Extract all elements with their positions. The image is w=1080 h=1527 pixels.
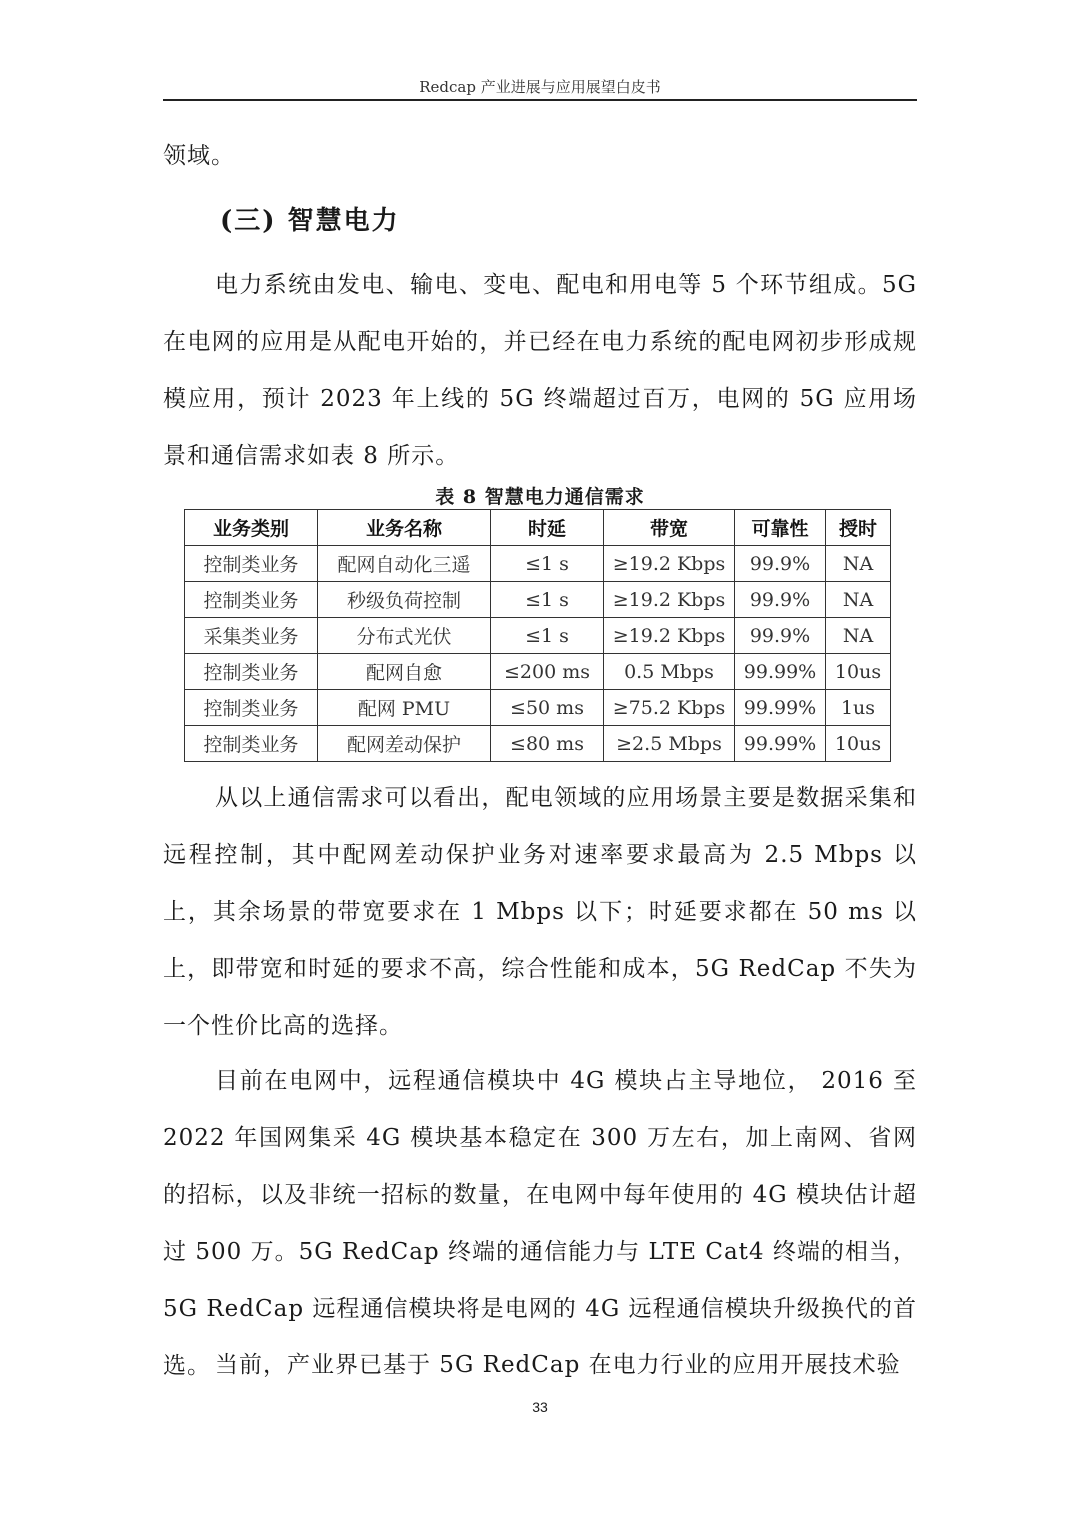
- cell-latency: ≤1 s: [491, 618, 604, 654]
- column-header-bandwidth: 带宽: [604, 510, 735, 546]
- cell-category: 控制类业务: [185, 726, 318, 762]
- cell-service-name: 分布式光伏: [318, 618, 491, 654]
- table-row: [185, 654, 891, 690]
- cell-timing: NA: [826, 582, 891, 618]
- cell-reliability: 99.99%: [735, 690, 826, 726]
- cell-bandwidth: ≥19.2 Kbps: [604, 618, 735, 654]
- paragraph-requirements-analysis: 从以上通信需求可以看出，配电领域的应用场景主要是数据采集和远程控制，其中配网差动保护业务对速率要求最高为 2.5 Mbps 以上，其余场景的带宽要求在 1 Mbps 以下；时延要求都在 50 ms 以上，即带宽和时延的要求不高，综合性能和成本，5G RedCap 不失为一个性价比高的选择。: [163, 785, 917, 1039]
- cell-service-name: 配网自动化三遥: [318, 546, 491, 582]
- cell-service-name: 秒级负荷控制: [318, 582, 491, 618]
- cell-service-name: 配网自愈: [318, 654, 491, 690]
- cell-category: 控制类业务: [185, 654, 318, 690]
- cell-timing: 10us: [826, 654, 891, 690]
- cell-category: 控制类业务: [185, 582, 318, 618]
- cell-bandwidth: 0.5 Mbps: [604, 654, 735, 690]
- cell-timing: NA: [826, 618, 891, 654]
- column-header-timing: 授时: [826, 510, 891, 546]
- column-header-service-name: 业务名称: [318, 510, 491, 546]
- paragraph-intro-tail: 领域。: [163, 143, 235, 169]
- header-divider: [163, 99, 917, 101]
- paragraph-power-system: 电力系统由发电、输电、变电、配电和用电等 5 个环节组成。5G 在电网的应用是从配电开始的，并已经在电力系统的配电网初步形成规模应用，预计 2023 年上线的 5G 终端超过百万，电网的 5G 应用场景和通信需求如表 8 所示。: [163, 272, 917, 469]
- table-row: [185, 726, 891, 762]
- cell-reliability: 99.9%: [735, 582, 826, 618]
- cell-bandwidth: ≥75.2 Kbps: [604, 690, 735, 726]
- requirements-table: [184, 509, 891, 762]
- column-header-reliability: 可靠性: [735, 510, 826, 546]
- cell-service-name: 配网差动保护: [318, 726, 491, 762]
- column-header-category: 业务类别: [185, 510, 318, 546]
- table-caption: 表 8 智慧电力通信需求: [435, 486, 645, 508]
- cell-category: 控制类业务: [185, 690, 318, 726]
- cell-timing: 1us: [826, 690, 891, 726]
- cell-reliability: 99.99%: [735, 654, 826, 690]
- cell-latency: ≤1 s: [491, 546, 604, 582]
- cell-reliability: 99.99%: [735, 726, 826, 762]
- cell-latency: ≤200 ms: [491, 654, 604, 690]
- page-number: 33: [532, 1399, 548, 1415]
- column-header-latency: 时延: [491, 510, 604, 546]
- cell-bandwidth: ≥19.2 Kbps: [604, 546, 735, 582]
- table-row: [185, 546, 891, 582]
- cell-latency: ≤1 s: [491, 582, 604, 618]
- paragraph-4g-modules: 目前在电网中，远程通信模块中 4G 模块占主导地位， 2016 至 2022 年国网集采 4G 模块基本稳定在 300 万左右，加上南网、省网的招标，以及非统一招标的数量，在电网中每年使用的 4G 模块估计超过 500 万。5G RedCap 终端的通信能力与 LTE Cat4 终端的相当，5G RedCap 远程通信模块将是电网的 4G 远程通信模块升级换代的首选。: [163, 1068, 917, 1379]
- paragraph-industry-progress: 当前，产业界已基于 5G RedCap 在电力行业的应用开展技术验: [215, 1352, 901, 1378]
- section-title: (三) 智慧电力: [220, 206, 400, 236]
- table-row: [185, 690, 891, 726]
- table-row: [185, 618, 891, 654]
- table-row: [185, 582, 891, 618]
- cell-timing: NA: [826, 546, 891, 582]
- cell-reliability: 99.9%: [735, 618, 826, 654]
- cell-category: 控制类业务: [185, 546, 318, 582]
- cell-latency: ≤80 ms: [491, 726, 604, 762]
- table-header-row: [185, 510, 891, 546]
- running-header: Redcap 产业进展与应用展望白皮书: [419, 78, 661, 96]
- cell-bandwidth: ≥19.2 Kbps: [604, 582, 735, 618]
- cell-timing: 10us: [826, 726, 891, 762]
- cell-service-name: 配网 PMU: [318, 690, 491, 726]
- cell-latency: ≤50 ms: [491, 690, 604, 726]
- cell-bandwidth: ≥2.5 Mbps: [604, 726, 735, 762]
- cell-reliability: 99.9%: [735, 546, 826, 582]
- cell-category: 采集类业务: [185, 618, 318, 654]
